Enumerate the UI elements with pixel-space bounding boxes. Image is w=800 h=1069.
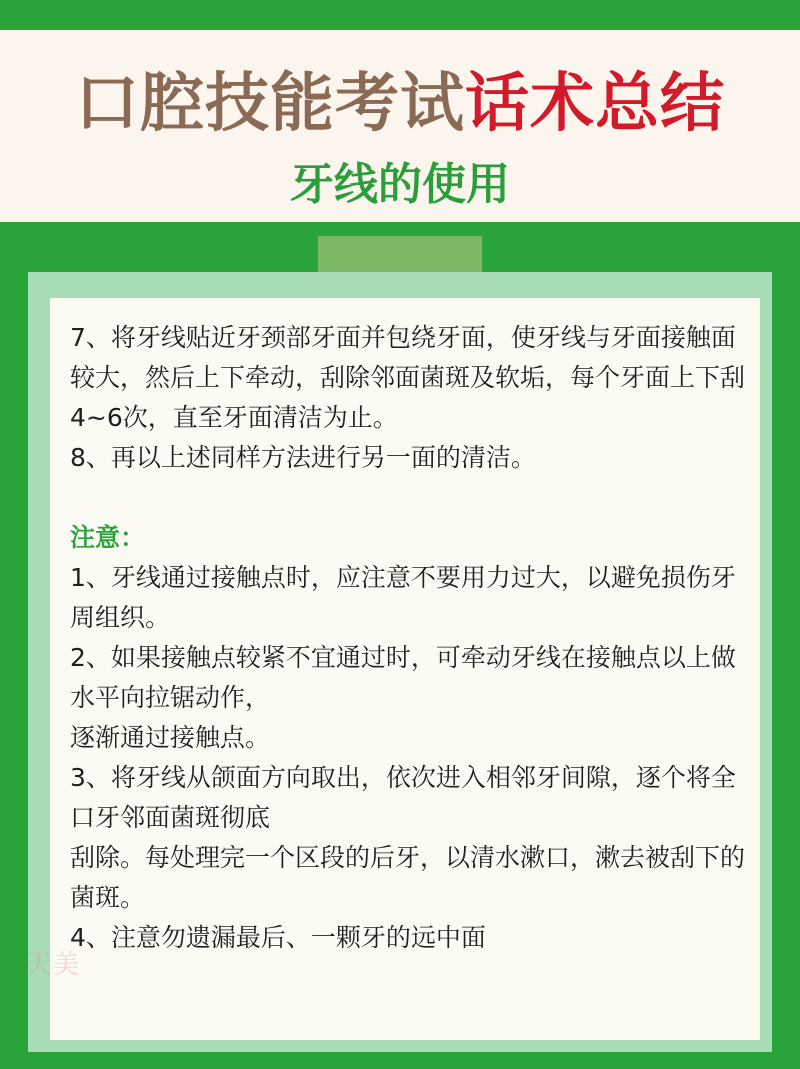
title-part-1: 口腔技能考试: [75, 67, 465, 141]
step-7: 7、将牙线贴近牙颈部牙面并包绕牙面，使牙线与牙面接触面较大，然后上下牵动，刮除邻面菌斑及软垢，每个牙面上下刮4~6次，直至牙面清洁为止。: [70, 323, 746, 432]
note-3-continued: 刮除。每处理完一个区段的后牙，以清水漱口，漱去被刮下的菌斑。: [70, 843, 746, 912]
note-3: 3、将牙线从颌面方向取出，依次进入相邻牙间隙，逐个将全口牙邻面菌斑彻底: [70, 763, 736, 832]
spacer: [70, 478, 750, 518]
page-title: [0, 52, 800, 144]
note-1: 1、牙线通过接触点时，应注意不要用力过大，以避免损伤牙周组织。: [70, 563, 736, 632]
note-heading: 注意：: [70, 523, 146, 552]
page-subtitle: 牙线的使用: [290, 159, 510, 210]
watermark: 天美: [26, 950, 81, 980]
title-part-2: 话术总结: [465, 67, 725, 141]
note-2-continued: 逐渐通过接触点。: [70, 723, 271, 752]
step-8: 8、再以上述同样方法进行另一面的清洁。: [70, 443, 536, 472]
note-4: 4、注意勿遗漏最后、一颗牙的远中面: [70, 923, 486, 952]
note-2: 2、如果接触点较紧不宜通过时，可牵动牙线在接触点以上做水平向拉锯动作，: [70, 643, 736, 712]
content-text: [70, 318, 750, 958]
